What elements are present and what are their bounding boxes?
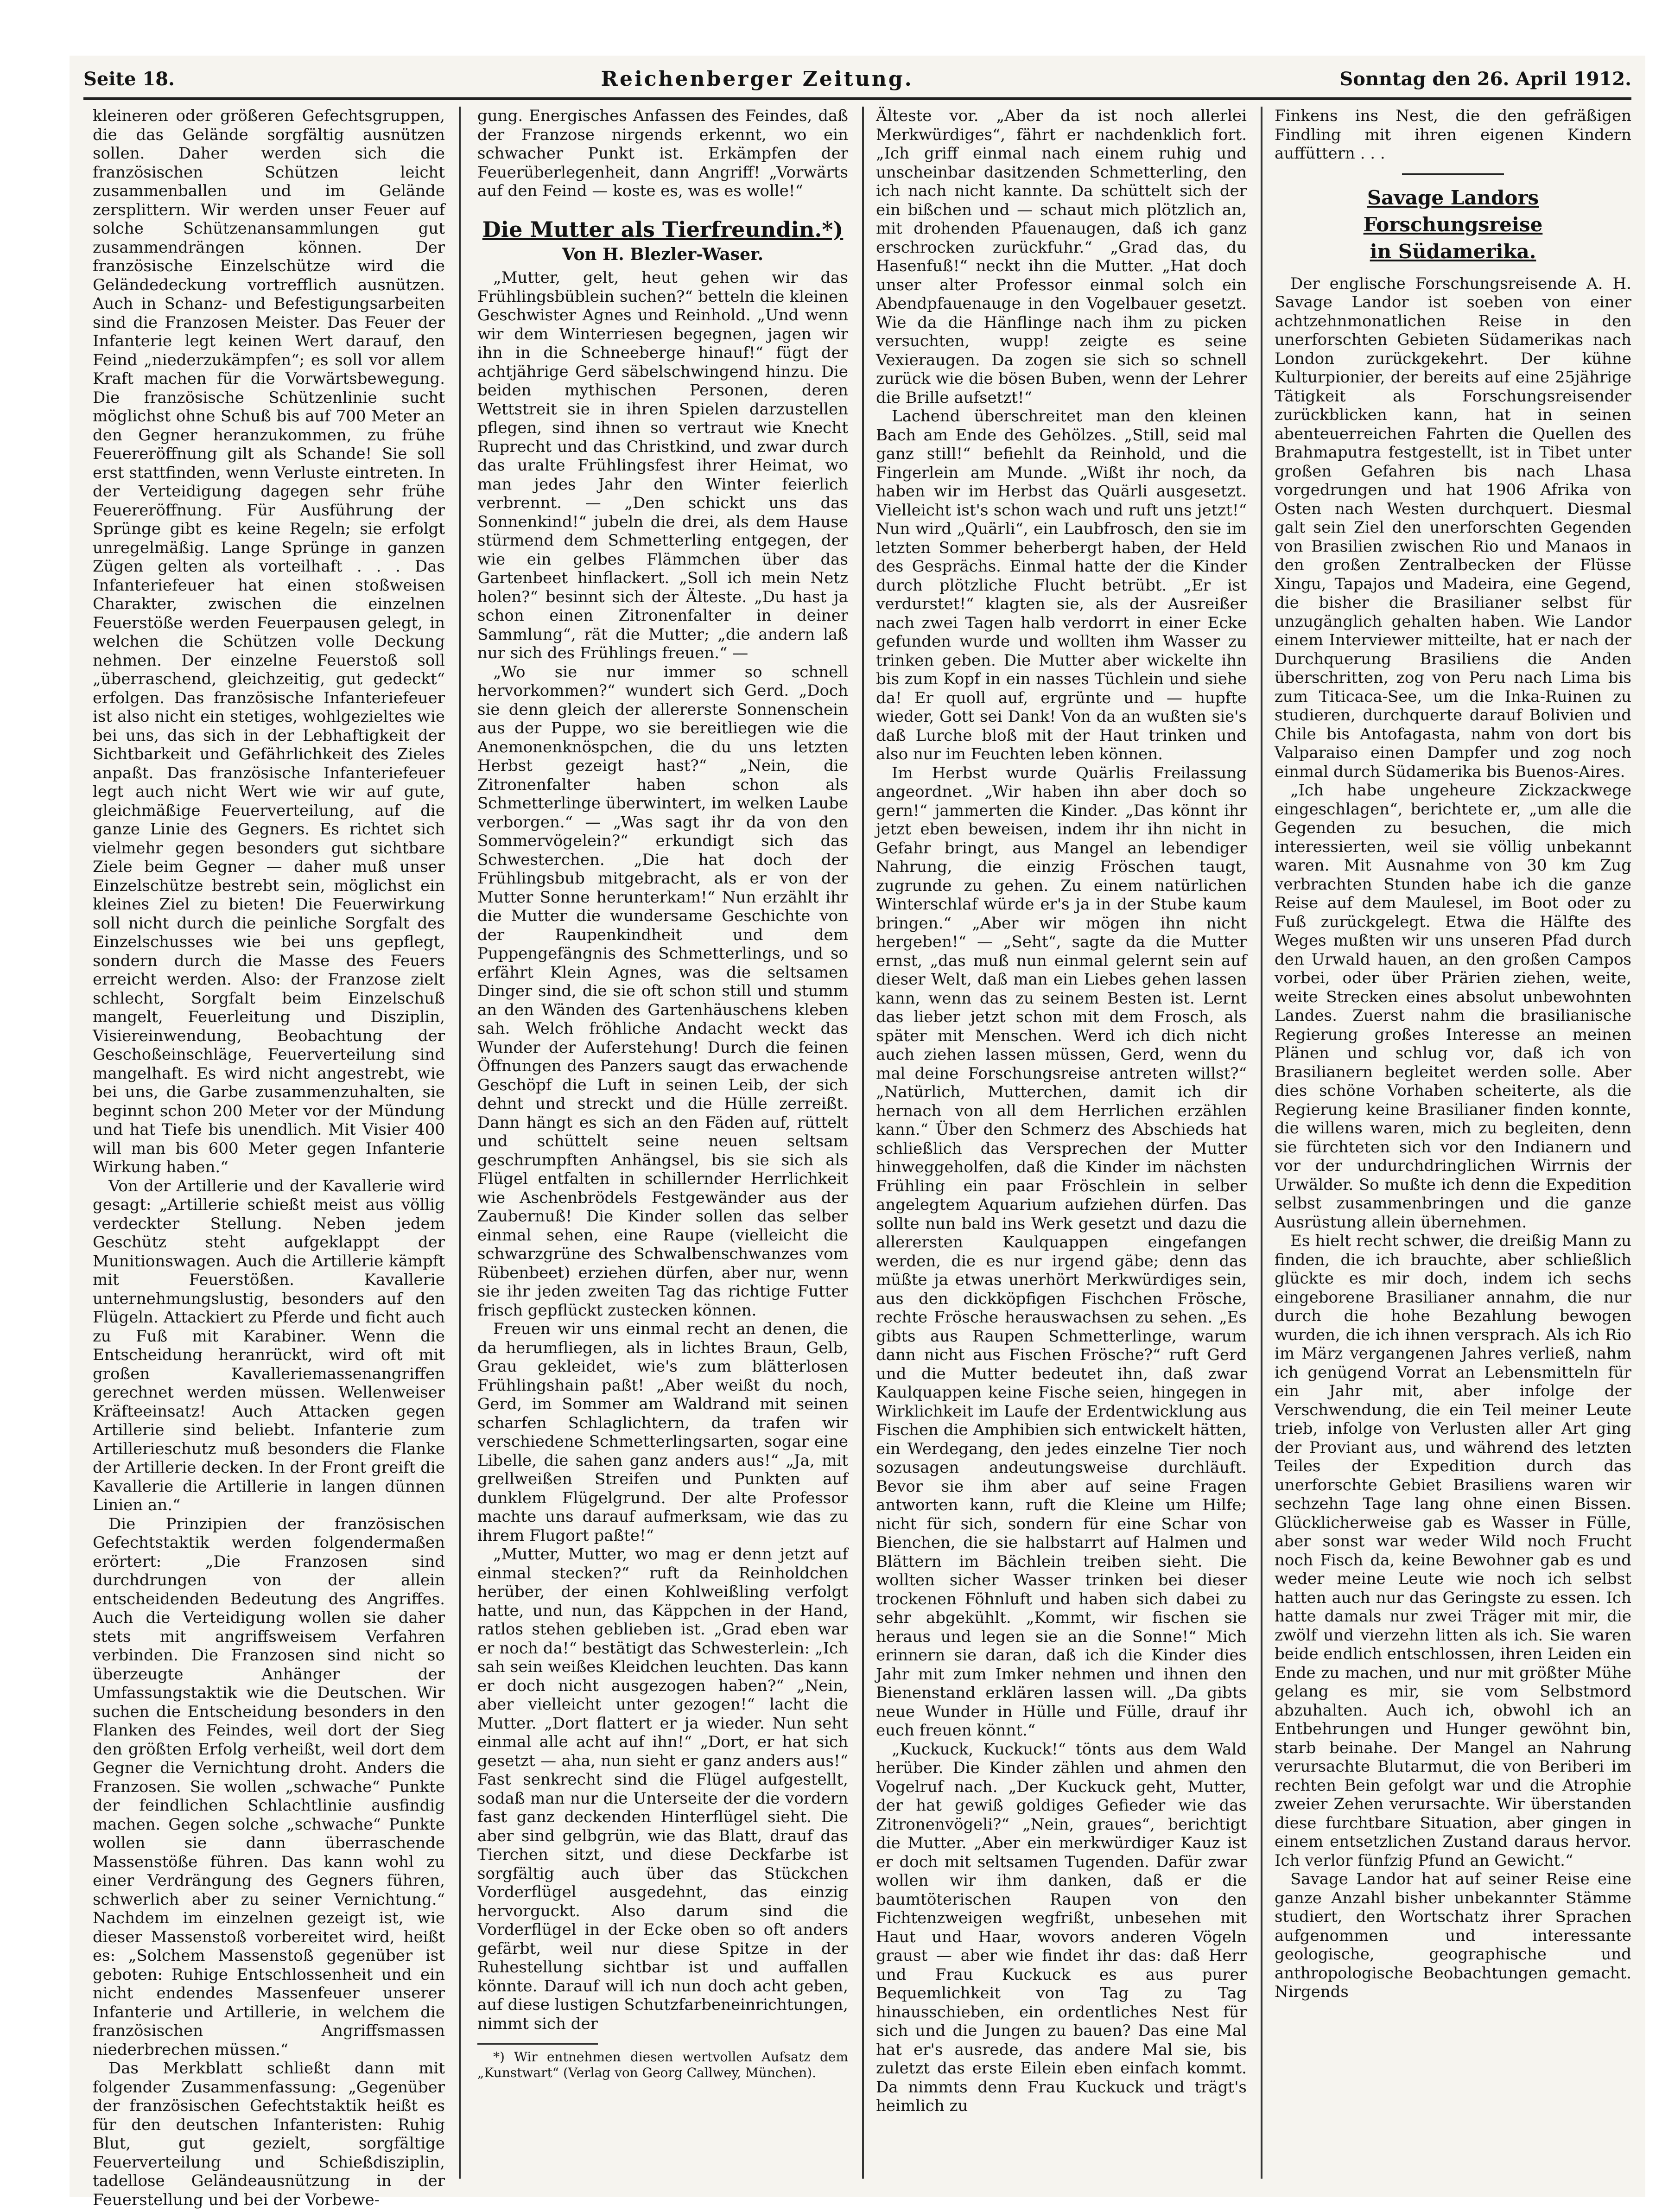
column-2 (477, 107, 848, 2179)
column-rule (862, 107, 864, 2179)
paragraph: Es hielt recht schwer, die dreißig Mann zu finden, die ich brauchte, aber schließlich glückte es mir doch, indem ich sechs eingeborene Brasilianer annahm, die nur durch die hohe Bezahlung bewogen wurden, die ich ihnen versprach. Als ich Rio im März vergangenen Jahres verließ, nahm ich genügend Vorrat an Lebensmitteln für ein Jahr mit, aber infolge der Verschwendung, die ein Teil meiner Leute trieb, infolge von Verlusten aller Art ging der Proviant aus, und während des letzten Teiles der Expedition durch das unerforschte Gebiet Brasiliens waren wir sechzehn Tage lang ohne einen Bissen. Glücklicherweise gab es Wasser in Fülle, aber sonst war weder Wild noch Frucht noch Fisch da, keine Bewohner gab es und weder meine Leute wie noch ich selbst hatten auch nur das Geringste zu essen. Ich hatte damals nur zwei Träger mit mir, die zwölf und vierzehn litten als ich. Sie waren beide endlich entschlossen, ihren Leiden ein Ende zu machen, und nur mit größter Mühe gelang es mir, sie vom Selbstmord abzuhalten. Auch ich, obwohl ich an Entbehrungen und Hunger gewöhnt bin, starb beinahe. Der Mangel an Nahrung verursachte Blutarmut, die von Beriberi im rechten Bein gefolgt war und die Atrophie zweier Zehen verursachte. Wir überstanden diese furchtbare Situation, aber gingen in einem entsetzlichen Zustand daraus hervor. Ich verlor fünfzig Pfund an Gewicht.“ (1275, 1232, 1631, 1870)
newspaper-page (70, 56, 1645, 2209)
paragraph: kleineren oder größeren Gefechtsgruppen, die das Gelände sorgfältig ausnützen sollen. Daher werden sich die französischen Schützen leicht zusammenballen und im Gelände zersplittern. Wir werden unser Feuer auf solche Schützenansammlungen gut zusammendrängen können. Der französische Einzelschütze wird die Geländedeckung vortrefflich ausnützen. Auch in Schanz- und Befestigungsarbeiten sind die Franzosen Meister. Das Feuer der Infanterie legt keinen Wert darauf, den Feind „niederzukämpfen“; es soll vor allem Kraft machen für die Vorwärtsbewegung. Die französische Schützenlinie sucht möglichst ohne Schuß bis auf 700 Meter an den Gegner heranzukommen, zu frühe Feuereröffnung gilt als Schande! Sie soll erst stattfinden, wenn Verluste eintreten. In der Verteidigung dagegen sehr frühe Feuereröffnung. Für Ausführung der Sprünge gibt es keine Regeln; sie erfolgt unregelmäßig. Lange Sprünge in ganzen Zügen gelten als vorteilhaft . . . Das Infanteriefeuer hat einen stoßweisen Charakter, zwischen die einzelnen Feuerstöße werden Feuerpausen gelegt, in welchen die Schützen volle Deckung nehmen. Der einzelne Feuerstoß soll „überraschend, gleichzeitig, gut gedeckt“ erfolgen. Das französische Infanteriefeuer ist also nicht ein stetiges, wohlgezieltes wie bei uns, das sich in der Lebhaftigkeit der Sichtbarkeit und Gefährlichkeit des Zieles anpaßt. Das französische Infanteriefeuer legt auch nicht Wert wie wir auf gute, gleichmäßige Feuerverteilung, auf die ganze Linie des Gegners. Es richtet sich vielmehr gegen besonders gut sichtbare Ziele beim Gegner — daher muß unser Einzelschütze bestrebt sein, möglichst ein kleines Ziel zu bieten! Die Feuerwirkung soll nicht durch die peinliche Sorgfalt des Einzelschusses wie bei uns gepflegt, sondern durch die Masse des Feuers erreicht werden. Also: der Franzose zielt schlecht, Sorgfalt beim Einzelschuß mangelt, Feuerleitung und Disziplin, Visiereinwendung, Beobachtung der Geschoßeinschläge, Feuerverteilung sind mangelhaft. Es wird nicht angestrebt, wie bei uns, die Garbe zusammenzuhalten, sie beginnt schon 200 Meter vor der Mündung und hat Tiefe bis unendlich. Mit Visier 400 will man bis 600 Meter gegen Infanterie Wirkung haben.“ (93, 107, 445, 1176)
column-4 (1275, 107, 1631, 2179)
paragraph: „Mutter, gelt, heut gehen wir das Frühlingsbüblein suchen?“ betteln die kleinen Geschwister Agnes und Reinhold. „Und wenn wir dem Winterriesen begegnen, jagen wir ihn in die Schneeberge hinauf!“ fügt der achtjährige Gerd säbelschwingend hinzu. Die beiden mythischen Personen, deren Wettstreit sie in ihren Spielen darzustellen pflegen, sind ihnen so vertraut wie Knecht Ruprecht und das Christkind, und zwar durch das uralte Frühlingsfest ihrer Heimat, wo man jedes Jahr den Winter feierlich verbrennt. — „Den schickt uns das Sonnenkind!“ jubeln die drei, als dem Hause stürmend dem Schmetterling entgegen, der wie ein gelbes Flämmchen über das Gartenbeet hinflackert. „Soll ich mein Netz holen?“ besinnt sich der Älteste. „Du hast ja schon einen Zitronenfalter in deiner Sammlung“, rät die Mutter; „die andern laß nur sich des Frühlings freuen.“ — (477, 268, 848, 662)
paragraph: Finkens ins Nest, die den gefräßigen Findling mit ihren eigenen Kindern auffüttern . . . (1275, 107, 1631, 163)
article-title (1275, 184, 1631, 265)
column-rule (459, 107, 461, 2179)
footnote-rule (477, 2043, 598, 2045)
issue-date: Sonntag den 26. April 1912. (1339, 68, 1631, 90)
page-header (83, 60, 1631, 97)
column-3 (876, 107, 1247, 2179)
header-rule (83, 97, 1631, 100)
paragraph: „Mutter, Mutter, wo mag er denn jetzt auf einmal stecken?“ ruft da Reinholdchen herüber, der einen Kohlweißling verfolgt hatte, und nun, das Käppchen in der Hand, ratlos stehen geblieben ist. „Grad eben war er noch da!“ bestätigt das Schwesterlein: „Ich sah sein weißes Kleidchen leuchten. Das kann er doch nicht ausgezogen haben?“ „Nein, aber vielleicht unter gezogen!“ lacht die Mutter. „Dort flattert er ja wieder. Nun seht einmal alle acht auf ihn!“ „Dort, er hat sich gesetzt — aha, nun sieht er ganz anders aus!“ Fast senkrecht sind die Flügel aufgestellt, sodaß man nur die Unterseite der die vordern fast ganz deckenden Hinterflügel sieht. Die aber sind gelbgrün, wie das Blatt, drauf das Tierchen sitzt, und diese Deckfarbe ist sorgfältig auch über das Stückchen Vorderflügel ausgedehnt, das einzig hervorguckt. Also darum sind die Vorderflügel in der Ecke oben so oft anders gefärbt, weil nur diese Spitze in der Ruhestellung sichtbar ist und auffallen könnte. Darauf will ich nun doch acht geben, auf diese lustigen Schutzfarbeneinrichtungen, nimmt sich der (477, 1545, 848, 2033)
article-title-line: in Südamerika. (1370, 240, 1536, 263)
paragraph: „Wo sie nur immer so schnell hervorkommen?“ wundert sich Gerd. „Doch sie denn gleich der allererste Sonnenschein aus der Puppe, wo sie bereitliegen wie die Anemonenknöspchen, die du uns letzten Herbst gezeigt hast?“ „Nein, die Zitronenfalter haben schon als Schmetterlinge überwintert, im welken Laube verborgen.“ — „Was sagt ihr da von den Sommervögelein?“ erkundigt sich das Schwesterchen. „Die hat doch der Frühlingsbub mitgebracht, als er von der Mutter Sonne herunterkam!“ Nun erzählt ihr die Mutter die wundersame Geschichte von der Raupenkindheit und dem Puppengefängnis des Schmetterlings, und so erfährt Klein Agnes, was die seltsamen Dinger sind, die sie oft schon still und stumm an den Wänden des Gartenhäuschens kleben sah. Welch fröhliche Andacht weckt das Wunder der Auferstehung! Durch die feinen Öffnungen des Panzers saugt das erwachende Geschöpf die Luft in seinen Leib, der sich dehnt und streckt und die Hülle zerreißt. Dann hängt es sich an den Fäden auf, rüttelt und schüttelt seine neuen seltsam geschrumpften Anhängsel, bis sie sich als Flügel entfalten in schillernder Herrlichkeit wie Aschenbrödels Festgewänder aus der Zaubernuß! Die Kinder sollen das selber einmal sehen, eine Raupe (vielleicht die schwarzgrüne des Schwalbenschwanzes vom Rübenbeet) erziehen dürfen, aber nur, wenn sie ihr jeden zweiten Tag das richtige Futter frisch gepflückt zustecken können. (477, 662, 848, 1320)
paragraph: Lachend überschreitet man den kleinen Bach am Ende des Gehölzes. „Still, seid mal ganz still!“ befiehlt da Reinhold, und die Fingerlein am Munde. „Wißt ihr noch, da haben wir im Herbst das Quärli ausgesetzt. Vielleicht ist's schon wach und ruft uns jetzt!“ Nun wird „Quärli“, ein Laubfrosch, den sie im letzten Sommer beherbergt haben, der Held des Gesprächs. Einmal hatte der die Kinder durch plötzliche Flucht betrübt. „Er ist verdurstet!“ klagten sie, als der Ausreißer nach zwei Tagen halb verdorrt in einer Ecke gefunden wurde und wollten ihm Wasser zu trinken geben. Die Mutter aber wickelte ihn bis zum Kopf in ein nasses Tüchlein und siehe da! Er quoll auf, ergrünte und — hupfte wieder, Gott sei Dank! Von da an wußten sie's daß Lurche bloß mit der Haut trinken und also nur im Feuchten leben können. (876, 407, 1247, 763)
article-title: Die Mutter als Tierfreundin.*) (482, 216, 844, 242)
article-title-line: Savage Landors Forschungsreise (1363, 186, 1543, 236)
paragraph: Freuen wir uns einmal recht an denen, die da herumfliegen, als in lichtes Braun, Gelb, Grau gekleidet, wie's zum blätterlosen Frühlingshain paßt! „Aber weißt du noch, Gerd, im Sommer am Waldrand mit seinen scharfen Schlaglichtern, da trafen wir verschiedene Schmetterlingsarten, sogar eine Libelle, die sahen ganz anders aus!“ „Ja, mit grellweißen Streifen und Punkten auf dunklem Flügelgrund. Der alte Professor machte uns darauf aufmerksam, wie das zu ihrem Flugort paßte!“ (477, 1320, 848, 1545)
paragraph: Das Merkblatt schließt dann mit folgender Zusammenfassung: „Gegenüber der französischen Gefechtstaktik heißt es für den deutschen Infanteristen: Ruhig Blut, gut gezielt, sorgfältige Feuerverteilung und Schießdisziplin, tadellose Geländeausnützung in der Feuerstellung und bei der Vorbewe- (93, 2059, 445, 2209)
paragraph: Die Prinzipien der französischen Gefechtstaktik werden folgendermaßen erörtert: „Die Franzosen sind durchdrungen von der allein entscheidenden Bedeutung des Angriffes. Auch die Verteidigung wollen sie daher stets mit angriffsweisem Verfahren verbinden. Die Franzosen sind nicht so überzeugte Anhänger der Umfassungstaktik wie die Deutschen. Wir suchen die Entscheidung besonders in den Flanken des Feindes, weil dort der Sieg den größten Erfolg verheißt, weil dort dem Gegner die Vernichtung droht. Anders die Franzosen. Sie wollen „schwache“ Punkte der feindlichen Schlachtlinie ausfindig machen. Gegen solche „schwache“ Punkte wollen sie dann überraschende Massenstöße führen. Das kann wohl zu einer Verdrängung des Gegners führen, schwerlich aber zu seiner Vernichtung.“ Nachdem im einzelnen gezeigt ist, wie dieser Massenstoß vorbereitet wird, heißt es: „Solchem Massenstoß gegenüber ist geboten: Ruhige Entschlossenheit und ein nicht endendes Massenfeuer unserer Infanterie und Artillerie, in welchem die französischen Angriffsmassen niederbrechen müssen.“ (93, 1514, 445, 2059)
paragraph: Älteste vor. „Aber da ist noch allerlei Merkwürdiges“, fährt er nachdenklich fort. „Ich griff einmal nach einem ruhig und unscheinbar dasitzenden Schmetterling, den ich nach nicht kannte. Da schüttelt sich der ein bißchen und — schaut mich plötzlich an, mit drohenden Pfauenaugen, daß ich ganz erschrocken zurückfuhr.“ „Grad das, du Hasenfuß!“ neckt ihn die Mutter. „Hat doch unser alter Professor einmal solch ein Abendpfauenauge in den Vogelbauer gesetzt. Wie da die Hänflinge nach ihm zu picken versuchten, wupp! zeigte es seine Vexieraugen. Da zogen sie sich so schnell zurück wie die bösen Buben, wenn der Lehrer die Brille aufsetzt!“ (876, 107, 1247, 407)
paragraph: Savage Landor hat auf seiner Reise eine ganze Anzahl bisher unbekannter Stämme studiert, den Wortschatz ihrer Sprachen aufgenommen und interessante geologische, geographische und anthropologische Beobachtungen gemacht. Nirgends (1275, 1870, 1631, 2001)
paragraph: Von der Artillerie und der Kavallerie wird gesagt: „Artillerie schießt meist aus völlig verdeckter Stellung. Neben jedem Geschütz steht aufgeklappt der Munitionswagen. Auch die Artillerie kämpft mit Feuerstößen. Kavallerie unternehmungslustig, besonders auf den Flügeln. Attackiert zu Pferde und ficht auch zu Fuß mit Karabiner. Wenn die Entscheidung heranrückt, wird oft mit großen Kavalleriemassenangriffen gerechnet werden müssen. Wellenweiser Kräfteeinsatz! Auch Attacken gegen Artillerie sind beliebt. Infanterie zum Artillerieschutz muß besonders die Flanke der Artillerie decken. In der Front greift die Kavallerie die Artillerie in langen dünnen Linien an.“ (93, 1176, 445, 1514)
paragraph: Der englische Forschungsreisende A. H. Savage Landor ist soeben von einer achtzehnmonatlichen Reise in den unerforschten Gebieten Südamerikas nach London zurückgekehrt. Der kühne Kulturpionier, der bereits auf eine 25jährige Tätigkeit als Forschungsreisender zurückblicken kann, hat in seinen abenteuerreichen Fahrten die Quellen des Brahmaputra festgestellt, ist in Tibet unter großen Gefahren bis nach Lhasa vorgedrungen und hat 1906 Afrika von Osten nach Westen durchquert. Diesmal galt sein Ziel den unerforschten Gegenden von Brasilien zwischen Rio und Manaos in den großen Zentralbecken der Flüsse Xingu, Tapajos und Madeira, eine Gegend, die bisher die Brasilianer selbst für unzugänglich gehalten haben. Wie Landor einem Interviewer mitteilte, hat er nach der Durchquerung Brasiliens die Anden überschritten, zog von Peru nach Lima bis zum Titicaca-See, um die Inka-Ruinen zu studieren, durchquerte darauf Bolivien und Chile bis Antofagasta, nahm von dort bis Valparaiso einen Dampfer und zog noch einmal durch Südamerika bis Buenos-Aires. (1275, 274, 1631, 781)
footnote: *) Wir entnehmen diesen wertvollen Aufsatz dem „Kunstwart“ (Verlag von Georg Callwey, München). (477, 2049, 848, 2080)
column-1 (93, 107, 445, 2209)
paragraph: gung. Energisches Anfassen des Feindes, daß der Franzose nirgends erkennt, wo ein schwacher Punkt ist. Erkämpfen der Feuerüberlegenheit, dann Angriff! „Vorwärts auf den Feind — koste es, was es wolle!“ (477, 107, 848, 200)
column-rule (1261, 107, 1262, 2179)
article-byline: Von H. Blezler-Waser. (562, 244, 764, 264)
paragraph: „Ich habe ungeheure Zickzackwege eingeschlagen“, berichtete er, „um alle die Gegenden zu besuchen, die mich interessierten, weil sie völlig unbekannt waren. Mit Ausnahme von 30 km Zug verbrachten Stunden habe ich die ganze Reise auf dem Maulesel, im Boot oder zu Fuß zurückgelegt. Etwa die Hälfte des Weges mußten wir uns unseren Pfad durch den Urwald hauen, an den großen Campos vorbei, oder über Prärien ziehen, weite, weite Strecken eines absolut unbewohnten Landes. Zuerst nahm die brasilianische Regierung großes Interesse an meinen Plänen und schlug vor, daß ich von Brasilianern begleitet werden solle. Aber dies schöne Vorhaben scheiterte, als die Regierung keine Brasilianer finden konnte, die willens waren, mich zu begleiten, denn sie fürchteten sich vor den Indianern und vor der undurchdringlichen Wirrnis der Urwälder. So mußte ich denn die Expedition selbst zusammenbringen und die ganze Ausrüstung allein übernehmen. (1275, 781, 1631, 1232)
newspaper-title: Reichenberger Zeitung. (601, 67, 913, 91)
page-number: Seite 18. (83, 68, 175, 90)
paragraph: Im Herbst wurde Quärlis Freilassung angeordnet. „Wir haben ihn aber doch so gern!“ jammerten die Kinder. „Das könnt ihr jetzt eben beweisen, indem ihr ihn nicht in Gefahr bringt, aus Mangel an lebendiger Nahrung, die einzig Fröschen taugt, zugrunde zu gehen. Zu einem natürlichen Winterschlaf würde er's ja in der Stube kaum bringen.“ „Aber wir mögen ihn nicht hergeben!“ — „Seht“, sagte da die Mutter ernst, „das muß nun einmal gelernt sein auf dieser Welt, daß man ein Liebes gehen lassen kann, wenn das zu seinem Besten ist. Lernt das lieber jetzt schon mit dem Frosch, als später mit Menschen. Werd ich dich nicht auch ziehen lassen müssen, Gerd, wenn du mal deine Forschungsreise antreten willst?“ „Natürlich, Mutterchen, damit ich dir hernach von all dem Herrlichen erzählen kann.“ Über den Schmerz des Abschieds hat schließlich das Versprechen der Mutter hinweggeholfen, daß die Kinder im nächsten Frühling ein paar Fröschlein in selber angelegtem Aquarium aufziehen dürfen. Das sollte nun bald ins Werk gesetzt und dazu die allerersten Kaulquappen eingefangen werden, die es nur irgend gäbe; denn das müßte ja etwas unerhört Merkwürdiges sein, aus den dickköpfigen Fischchen Frösche, rechte Frösche herauswachsen zu sehen. „Es gibts aus Raupen Schmetterlinge, warum dann nicht aus Fischen Frösche?“ ruft Gerd und die Mutter bedeutet ihn, daß zwar Kaulquappen keine Fische seien, hingegen in Wirklichkeit im Laufe der Erdentwicklung aus Fischen die Amphibien sich entwickelt hätten, ein Werdegang, den jedes einzelne Tier noch sozusagen andeutungsweise durchläuft. Bevor sie ihm aber auf seine Fragen antworten kann, ruft die Kleine um Hilfe; nicht für sich, sondern für eine Schar von Bienchen, die sie halbstarrt auf Halmen und Blättern im Bächlein treiben sieht. Die wollten sicher Wasser trinken bei dieser trockenen Föhnluft und haben sich dabei zu sehr abgekühlt. „Kommt, wir fischen sie heraus und legen sie an die Sonne!“ Mich erinnern sie daran, daß ich die Kinder dies Jahr mit zum Imker nehmen und ihnen den Bienenstand erklären lassen will. „Da gibts neue Wunder in Hülle und Fülle, drauf ihr euch freuen könnt.“ (876, 763, 1247, 1740)
paragraph: „Kuckuck, Kuckuck!“ tönts aus dem Wald herüber. Die Kinder zählen und ahmen den Vogelruf nach. „Der Kuckuck geht, Mutter, der hat gewiß goldiges Gefieder wie das Zitronenvögeli?“ „Nein, graues“, berichtigt die Mutter. „Aber ein merkwürdiger Kauz ist er doch mit seltsamen Tugenden. Dafür zwar wollen wir ihm danken, daß er die baumtöterischen Raupen von den Fichtenzweigen wegfrißt, unbesehen mit Haut und Haar, wovors anderen Vögeln graust — aber wie findet ihr das: daß Herr und Frau Kuckuck es aus purer Bequemlichkeit von Tag zu Tag hinausschieben, ein ordentliches Nest für sich und die Jungen zu bauen? Das eine Mal hat er's ausrede, das andere Mal sie, bis zuletzt das erste Eilein eben einfach kommt. Da nimmts denn Frau Kuckuck und trägt's heimlich zu (876, 1740, 1247, 2115)
section-rule (1402, 173, 1504, 175)
